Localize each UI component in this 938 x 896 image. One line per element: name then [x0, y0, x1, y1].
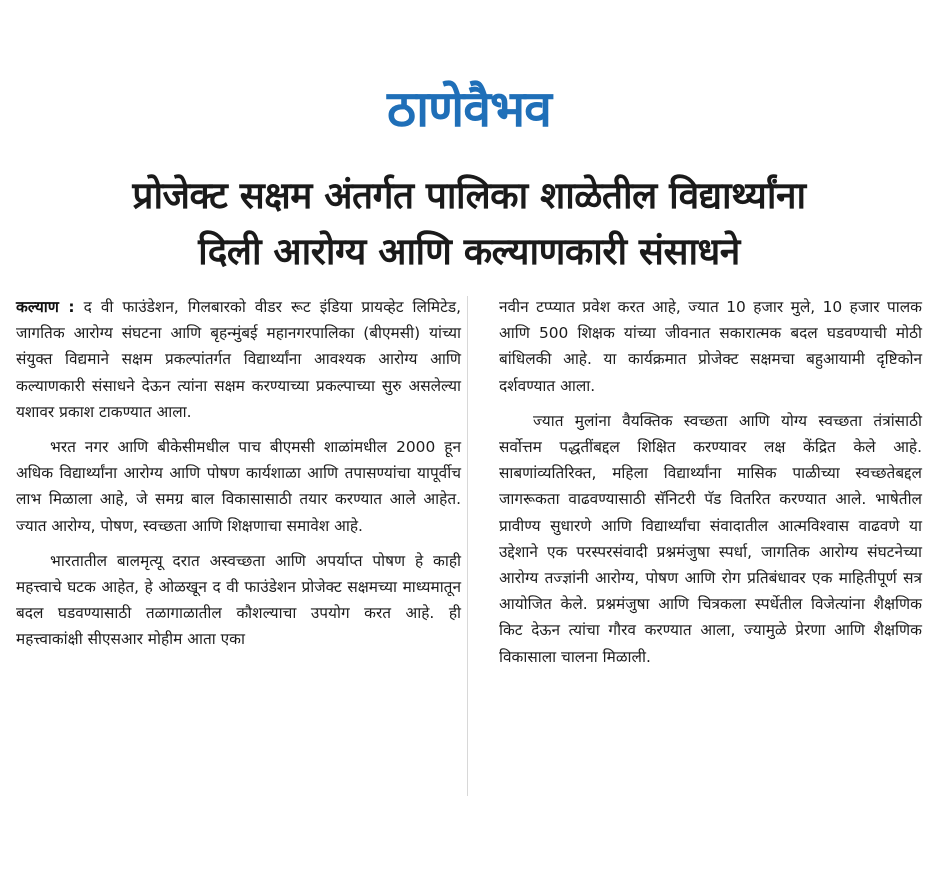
article-paragraph	[16, 294, 461, 425]
article-paragraph: भारतातील बालमृत्यू दरात अस्वच्छता आणि अपर्याप्त पोषण हे काही महत्त्वाचे घटक आहेत, हे ओळखून द वी फाउंडेशन प्रोजेक्ट सक्षमच्या माध्यमातून बदल घडवण्यासाठी तळागाळातील कौशल्याचा उपयोग करत आहे. ही महत्त्वाकांक्षी सीएसआर मोहीम आता एका	[16, 551, 461, 649]
headline-line-1: प्रोजेक्ट सक्षम अंतर्गत पालिका शाळेतील विद्यार्थ्यांना	[132, 174, 806, 217]
masthead	[0, 78, 938, 140]
dateline: कल्याण :	[16, 298, 75, 316]
article-column-left	[16, 294, 461, 653]
article-paragraph: ज्यात मुलांना वैयक्तिक स्वच्छता आणि योग्य स्वच्छता तंत्रांसाठी सर्वोत्तम पद्धतींबद्दल शिक्षित करण्यावर लक्ष केंद्रित केले आहे. साबणांव्यतिरिक्त, महिला विद्यार्थ्यांना मासिक पाळीच्या स्वच्छतेबद्दल जागरूकता वाढवण्यासाठी सॅनिटरी पॅड वितरित करण्यात आले. भाषेतील प्रावीण्य सुधारणे आणि विद्यार्थ्यांचा संवादातील आत्मविश्वास वाढवणे या उद्देशाने एक परस्परसंवादी प्रश्नमंजुषा स्पर्धा, जागतिक आरोग्य संघटनेच्या आरोग्य तज्ज्ञांनी आरोग्य, पोषण आणि रोग प्रतिबंधावर एक माहितीपूर्ण सत्र आयोजित केले. प्रश्नमंजुषा आणि चित्रकला स्पर्धेतील विजेत्यांना शैक्षणिक किट देऊन त्यांचा गौरव करण्यात आला, ज्यामुळे प्रेरणा आणि शैक्षणिक विकासाला चालना मिळाली.	[499, 411, 922, 666]
article-paragraph: भरत नगर आणि बीकेसीमधील पाच बीएमसी शाळांमधील 2000 हून अधिक विद्यार्थ्यांना आरोग्य आणि पोषण कार्यशाळा आणि तपासण्यांचा यापूर्वीच लाभ मिळाला आहे, जे समग्र बाल विकासासाठी तयार करण्यात आले आहेत. ज्यात आरोग्य, पोषण, स्वच्छता आणि शिक्षणाचा समावेश आहे.	[16, 438, 461, 535]
article-paragraph: नवीन टप्प्यात प्रवेश करत आहे, ज्यात 10 हजार मुले, 10 हजार पालक आणि 500 शिक्षक यांच्या जीवनात सकारात्मक बदल घडवण्याची मोठी बांधिलकी आहे. या कार्यक्रमात प्रोजेक्ट सक्षमचा बहुआयामी दृष्टिकोन दर्शवण्यात आला.	[499, 298, 922, 395]
headline-line-2: दिली आरोग्य आणि कल्याणकारी संसाधने	[198, 230, 740, 273]
paragraph-text: द वी फाउंडेशन, गिलबारको वीडर रूट इंडिया प्रायव्हेट लिमिटेड, जागतिक आरोग्य संघटना आणि बृहन्मुंबई महानगरपालिका (बीएमसी) यांच्या संयुक्त विद्यमाने सक्षम प्रकल्पांतर्गत विद्यार्थ्यांना आवश्यक आरोग्य आणि कल्याणकारी संसाधने देऊन त्यांना सक्षम करण्याच्या प्रकल्पाच्या सुरु असलेल्या यशावर प्रकाश टाकण्यात आला.	[16, 298, 461, 421]
article-headline	[20, 168, 918, 280]
article-body	[16, 294, 922, 814]
article-column-right	[499, 294, 922, 670]
newspaper-logo: ठाणेवैभव	[387, 80, 551, 138]
